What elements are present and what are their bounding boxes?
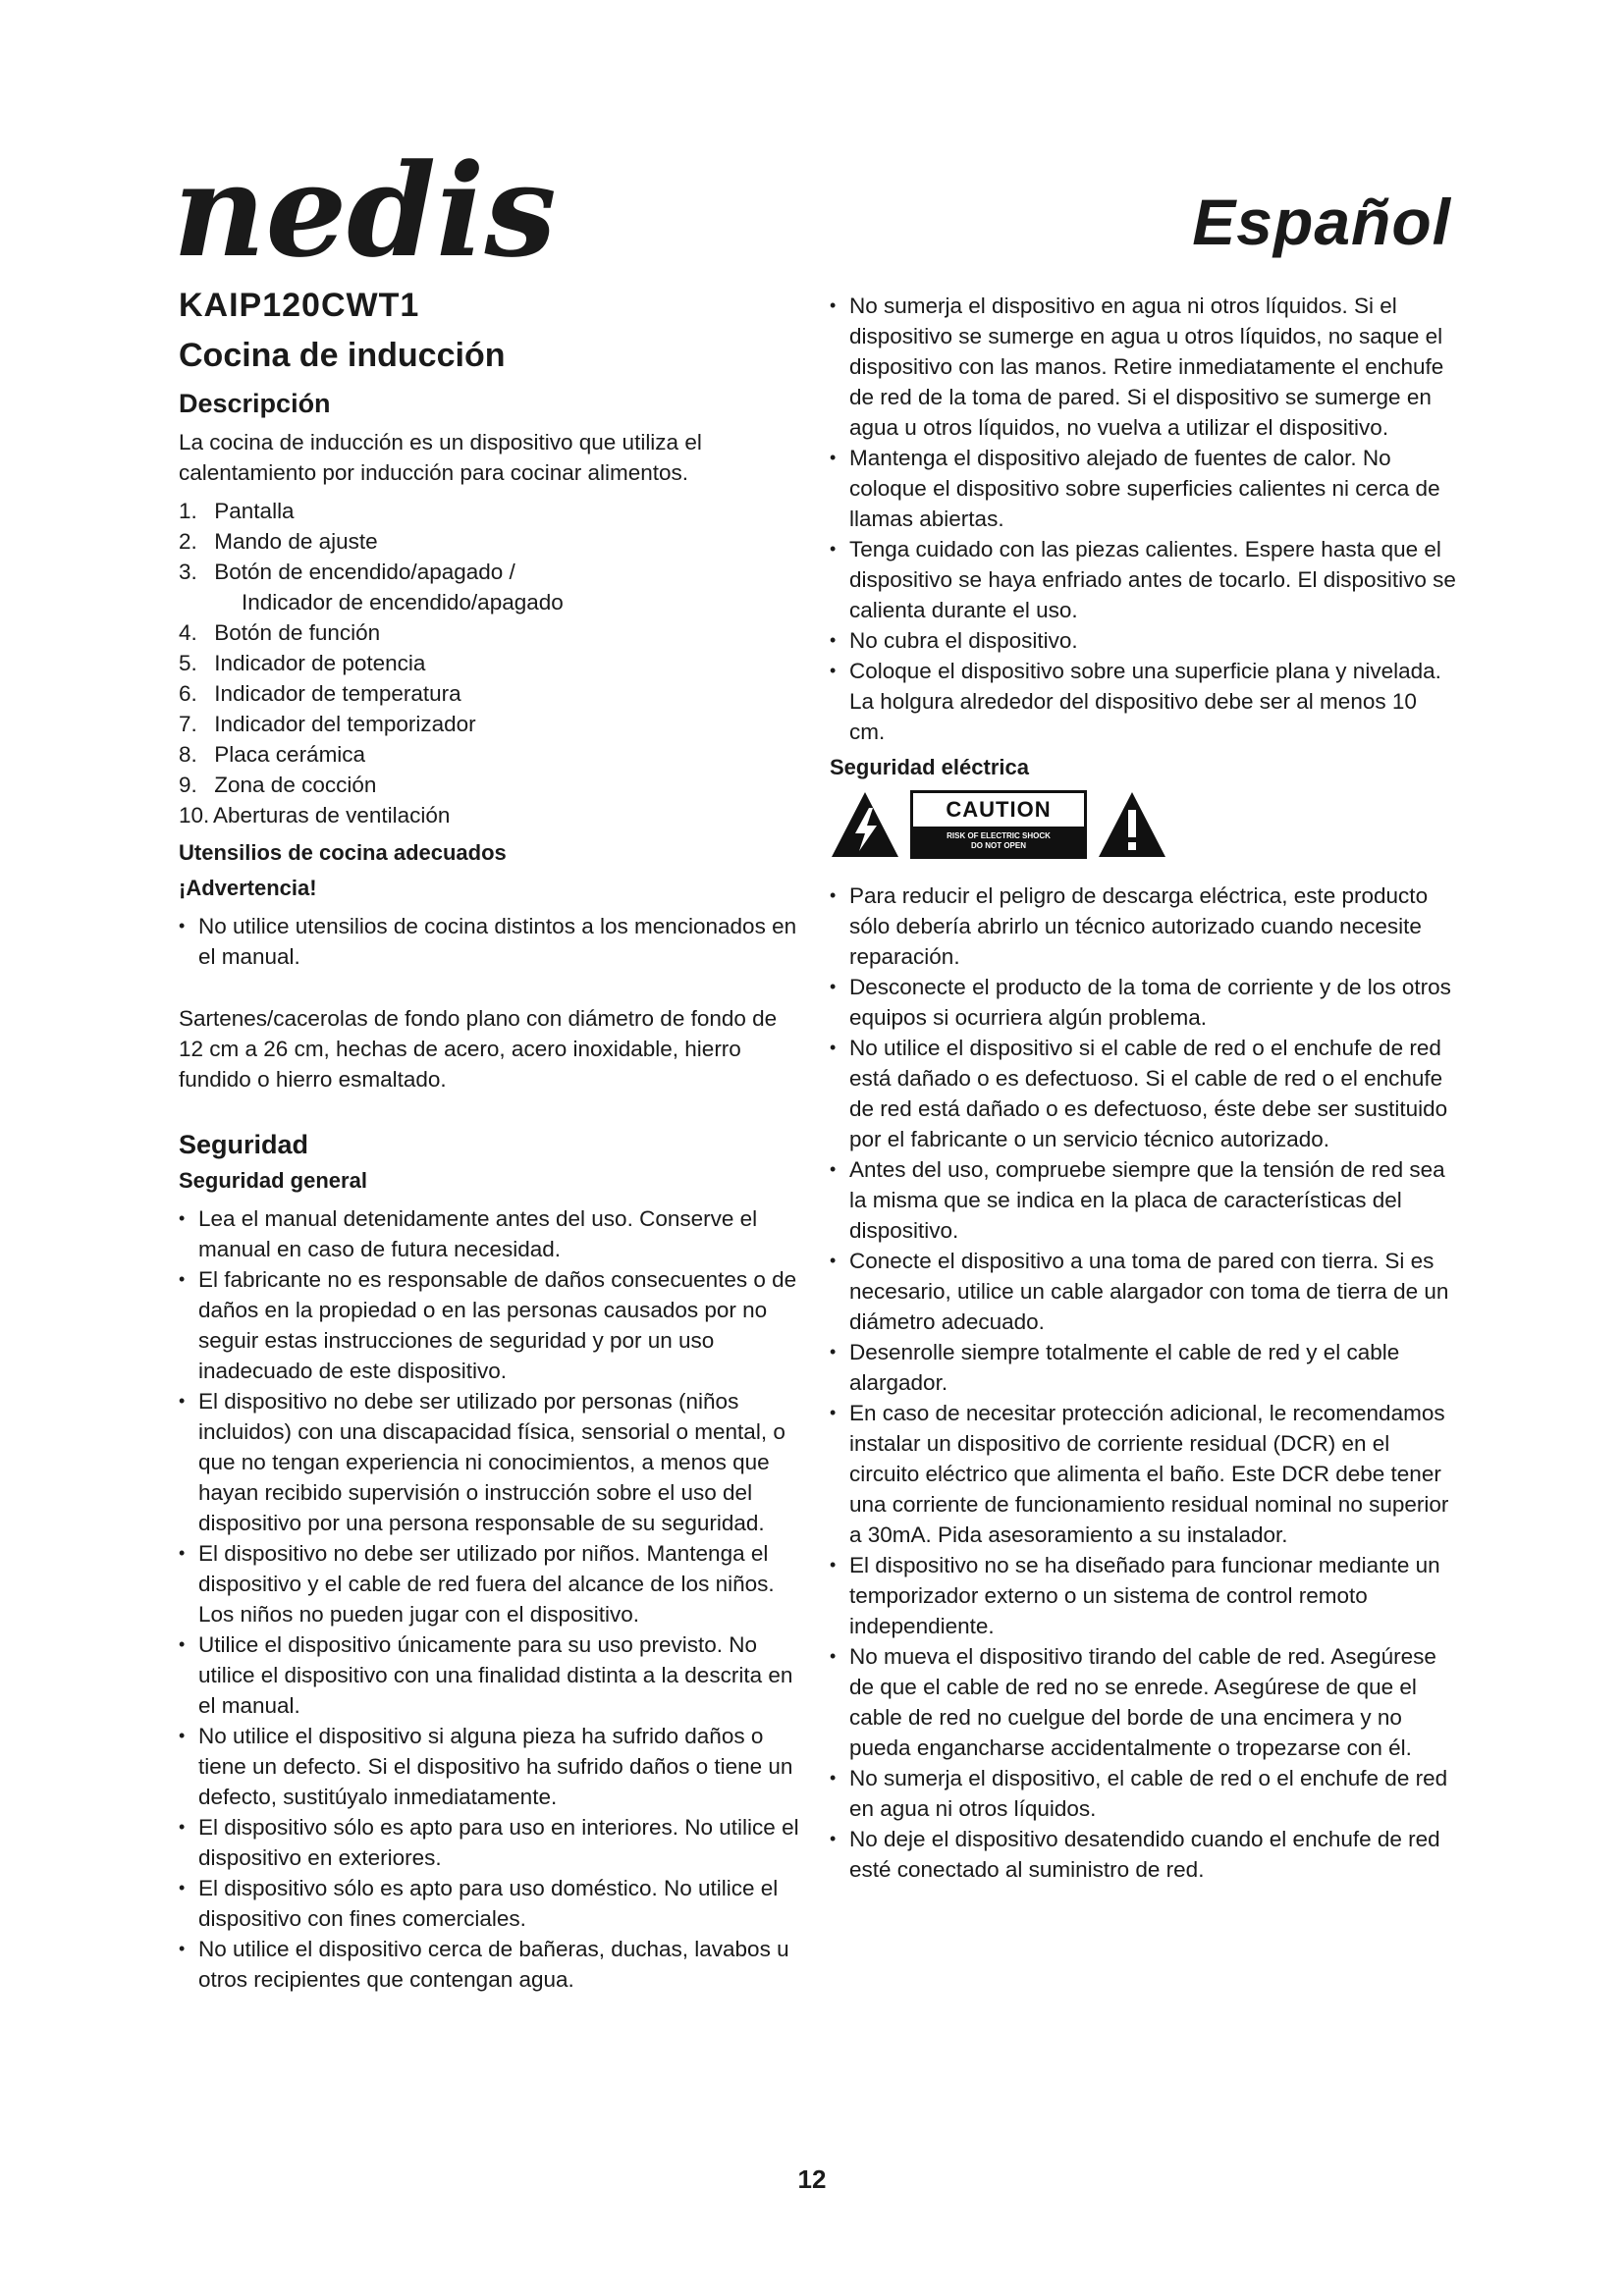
list-item: • Para reducir el peligro de descarga eléctrica, este producto sólo debería abrirlo un técnico autorizado cuando necesite reparación. bbox=[830, 881, 1458, 972]
description-text: La cocina de inducción es un dispositivo que utiliza el calentamiento por inducción para cocinar alimentos. bbox=[179, 430, 702, 485]
list-item: • Utilice el dispositivo únicamente para su uso previsto. No utilice el dispositivo con una finalidad distinta a la descrita en el manual. bbox=[179, 1629, 807, 1721]
description-heading: Descripción bbox=[179, 389, 331, 418]
parts-list-item: 8. Placa cerámica bbox=[179, 742, 366, 767]
list-item: • No deje el dispositivo desatendido cuando el enchufe de red esté conectado al suministro de red. bbox=[830, 1824, 1458, 1885]
list-item: • No cubra el dispositivo. bbox=[830, 625, 1458, 656]
caution-line-2: DO NOT OPEN bbox=[970, 841, 1026, 850]
electric-shock-warning-icon bbox=[830, 790, 900, 859]
nedis-logo-text: nedis bbox=[173, 147, 557, 285]
left-column bbox=[179, 287, 807, 2002]
list-item: • Conecte el dispositivo a una toma de pared con tierra. Si es necesario, utilice un cable alargador con toma de tierra de un diámetro adecuado. bbox=[830, 1246, 1458, 1337]
general-safety-heading: Seguridad general bbox=[179, 1168, 367, 1193]
list-item: • No utilice el dispositivo cerca de bañeras, duchas, lavabos u otros recipientes que contengan agua. bbox=[179, 1934, 807, 1995]
caution-title: CAUTION bbox=[913, 793, 1084, 827]
parts-list-item: 6. Indicador de temperatura bbox=[179, 681, 461, 706]
list-item: • Desenrolle siempre totalmente el cable de red y el cable alargador. bbox=[830, 1337, 1458, 1398]
right-column bbox=[830, 291, 1458, 1893]
parts-list-item: 2. Mando de ajuste bbox=[179, 529, 378, 554]
parts-list-item: 1. Pantalla bbox=[179, 499, 295, 523]
warning-list bbox=[179, 911, 807, 972]
page-number: 12 bbox=[797, 2164, 827, 2194]
list-item: • El fabricante no es responsable de daños consecuentes o de daños en la propiedad o en las personas causados por no seguir estas instrucciones de seguridad y por un uso inadecuado de este dispositivo. bbox=[179, 1264, 807, 1386]
electrical-safety-list bbox=[830, 881, 1458, 1885]
list-item: • El dispositivo no debe ser utilizado por niños. Mantenga el dispositivo y el cable de red fuera del alcance de los niños. Los niños no pueden jugar con el dispositivo. bbox=[179, 1538, 807, 1629]
exclamation-warning-icon bbox=[1097, 790, 1167, 859]
language-heading: Español bbox=[1192, 186, 1451, 258]
caution-subtitle bbox=[913, 827, 1084, 856]
warning-heading: ¡Advertencia! bbox=[179, 876, 317, 900]
parts-list-item: 10. Aberturas de ventilación bbox=[179, 803, 451, 828]
caution-line-1: RISK OF ELECTRIC SHOCK bbox=[947, 831, 1051, 840]
list-item: • Desconecte el producto de la toma de corriente y de los otros equipos si ocurriera algún problema. bbox=[830, 972, 1458, 1033]
list-item: • No utilice el dispositivo si alguna pieza ha sufrido daños o tiene un defecto. Si el dispositivo ha sufrido daños o tiene un defecto, sustitúyalo inmediatamente. bbox=[179, 1721, 807, 1812]
list-item: • Mantenga el dispositivo alejado de fuentes de calor. No coloque el dispositivo sobre superficies calientes ni cerca de llamas abiertas. bbox=[830, 443, 1458, 534]
list-item: • El dispositivo no debe ser utilizado por personas (niños incluidos) con una discapacidad física, sensorial o mental, o que no tengan experiencia ni conocimientos, a menos que hayan recibido supervisión o instrucción sobre el uso del dispositivo por una persona responsable de su seguridad. bbox=[179, 1386, 807, 1538]
parts-list-item: 9. Zona de cocción bbox=[179, 773, 377, 797]
list-item: • El dispositivo sólo es apto para uso doméstico. No utilice el dispositivo con fines comerciales. bbox=[179, 1873, 807, 1934]
cookware-heading: Utensilios de cocina adecuados bbox=[179, 840, 507, 865]
caution-label bbox=[830, 790, 1458, 859]
general-safety-list-continued bbox=[830, 291, 1458, 747]
electrical-safety-heading: Seguridad eléctrica bbox=[830, 755, 1029, 779]
cookware-text: Sartenes/cacerolas de fondo plano con diámetro de fondo de 12 cm a 26 cm, hechas de acero, acero inoxidable, hierro fundido o hierro esmaltado. bbox=[179, 1006, 778, 1092]
parts-list bbox=[179, 496, 807, 830]
list-item: • No utilice el dispositivo si el cable de red o el enchufe de red está dañado o es defectuoso. Si el cable de red o el enchufe de red está dañado o es defectuoso, éste debe ser sustituido por el fabricante o un servicio técnico autorizado. bbox=[830, 1033, 1458, 1154]
product-title: Cocina de inducción bbox=[179, 337, 506, 374]
list-item: • Antes del uso, compruebe siempre que la tensión de red sea la misma que se indica en la placa de características del dispositivo. bbox=[830, 1154, 1458, 1246]
list-item: • No sumerja el dispositivo, el cable de red o el enchufe de red en agua ni otros líquidos. bbox=[830, 1763, 1458, 1824]
list-item: • No mueva el dispositivo tirando del cable de red. Asegúrese de que el cable de red no se enrede. Asegúrese de que el cable de red no cuelgue del borde de una encimera y no pueda engancharse accidentalmente o tropezarse con él. bbox=[830, 1641, 1458, 1763]
list-item: • No utilice utensilios de cocina distintos a los mencionados en el manual. bbox=[179, 911, 807, 972]
list-item: • El dispositivo no se ha diseñado para funcionar mediante un temporizador externo o un sistema de control remoto independiente. bbox=[830, 1550, 1458, 1641]
list-item: • No sumerja el dispositivo en agua ni otros líquidos. Si el dispositivo se sumerge en agua u otros líquidos, no saque el dispositivo con las manos. Retire inmediatamente el enchufe de red de la toma de pared. Si el dispositivo se sumerge en agua u otros líquidos, no vuelva a utilizar el dispositivo. bbox=[830, 291, 1458, 443]
model-number: KAIP120CWT1 bbox=[179, 287, 420, 324]
nedis-logo bbox=[173, 147, 644, 285]
list-item: • Lea el manual detenidamente antes del uso. Conserve el manual en caso de futura necesidad. bbox=[179, 1203, 807, 1264]
safety-heading: Seguridad bbox=[179, 1130, 309, 1159]
parts-list-item: 3. Botón de encendido/apagado / Indicador de encendido/apagado bbox=[179, 560, 564, 614]
parts-list-item: 7. Indicador del temporizador bbox=[179, 712, 476, 736]
list-item: • En caso de necesitar protección adicional, le recomendamos instalar un dispositivo de corriente residual (DCR) en el circuito eléctrico que alimenta el baño. Este DCR debe tener una corriente de funcionamiento residual nominal no superior a 30mA. Pida asesoramiento a su instalador. bbox=[830, 1398, 1458, 1550]
parts-list-item: 5. Indicador de potencia bbox=[179, 651, 426, 675]
general-safety-list bbox=[179, 1203, 807, 1995]
parts-list-item: 4. Botón de función bbox=[179, 620, 381, 645]
list-item: • Coloque el dispositivo sobre una superficie plana y nivelada. La holgura alrededor del dispositivo debe ser al menos 10 cm. bbox=[830, 656, 1458, 747]
list-item: • El dispositivo sólo es apto para uso en interiores. No utilice el dispositivo en exteriores. bbox=[179, 1812, 807, 1873]
caution-box bbox=[910, 790, 1087, 859]
list-item: • Tenga cuidado con las piezas calientes. Espere hasta que el dispositivo se haya enfriado antes de tocarlo. El dispositivo se calienta durante el uso. bbox=[830, 534, 1458, 625]
